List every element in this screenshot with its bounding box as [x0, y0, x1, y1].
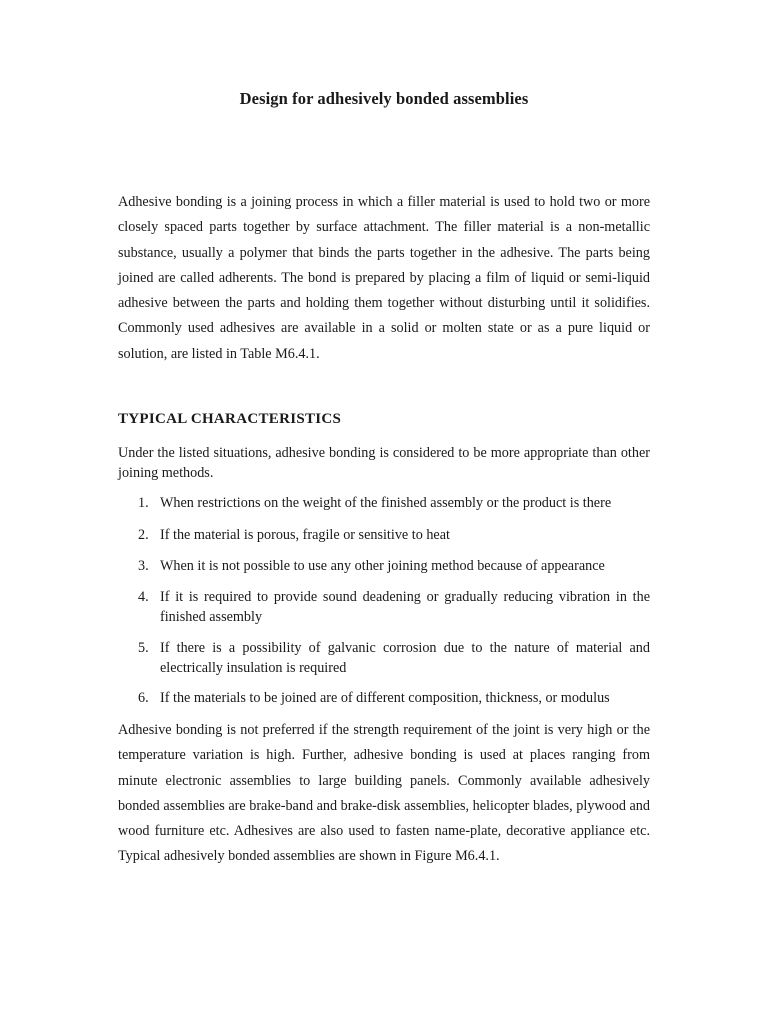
list-item-text: If it is required to provide sound deadening or gradually reducing vibration in the finished assembly — [160, 589, 650, 625]
list-item-number: 6. — [138, 690, 149, 706]
list-item — [118, 556, 650, 576]
document-title: Design for adhesively bonded assemblies — [239, 89, 529, 108]
list-item-number: 3. — [138, 558, 149, 574]
list-item-text: If there is a possibility of galvanic corrosion due to the nature of material and electrically insulation is required — [160, 640, 650, 676]
closing-paragraph: Adhesive bonding is not preferred if the strength requirement of the joint is very high or the temperature variation is high. Further, adhesive bonding is used at places ranging from minute electronic assemblies to large building panels. Commonly available adhesively bonded assemblies are brake-band and brake-disk assemblies, helicopter blades, plywood and wood furniture etc. Adhesives are also used to fasten name-plate, decorative appliance etc. Typical adhesively bonded assemblies are shown in Figure M6.4.1. — [118, 722, 650, 865]
intro-paragraph: Adhesive bonding is a joining process in which a filler material is used to hold two or more closely spaced parts together by surface attachment. The filler material is a non-metallic substance, usually a polymer that binds the parts together in the adhesive. The parts being joined are called adherents. The bond is prepared by placing a film of liquid or semi-liquid adhesive between the parts and holding them together without disturbing until it solidifies. Commonly used adhesives are available in a solid or molten state or as a pure liquid or solution, are listed in Table M6.4.1. — [118, 194, 650, 362]
section-heading: TYPICAL CHARACTERISTICS — [118, 411, 342, 427]
list-item-text: When it is not possible to use any other joining method because of appearance — [160, 558, 605, 574]
list-item — [118, 688, 650, 708]
list-item — [118, 525, 650, 545]
section-intro-paragraph: Under the listed situations, adhesive bonding is considered to be more appropriate than other joining methods. — [118, 445, 650, 481]
list-item-text: When restrictions on the weight of the finished assembly or the product is there — [160, 495, 612, 511]
list-item-text: If the materials to be joined are of different composition, thickness, or modulus — [160, 690, 610, 706]
list-item-number: 4. — [138, 589, 149, 605]
list-item-number: 5. — [138, 640, 149, 656]
list-item — [118, 493, 650, 513]
list-item-text: If the material is porous, fragile or sensitive to heat — [160, 527, 450, 543]
list-item — [118, 638, 650, 678]
list-item — [118, 587, 650, 627]
list-item-number: 2. — [138, 527, 149, 543]
list-item-number: 1. — [138, 495, 149, 511]
